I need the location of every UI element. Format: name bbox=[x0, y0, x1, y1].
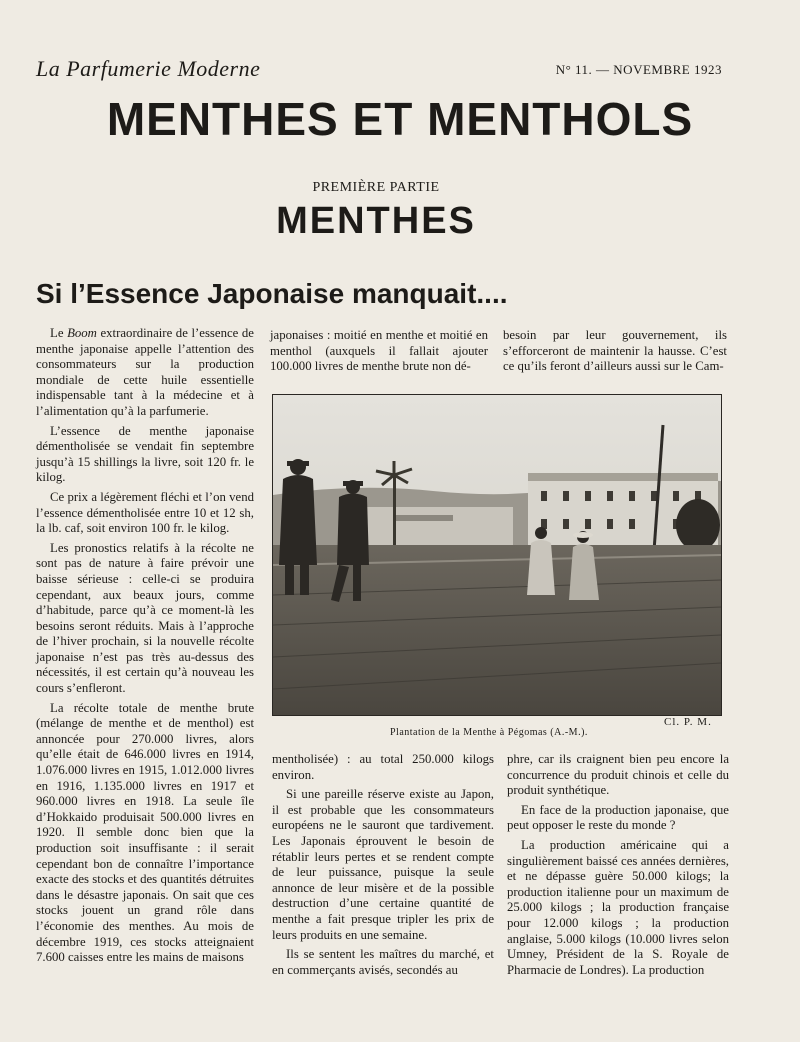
paragraph: Si une pareille réserve existe au Japon, il est probable que les consommateurs européens ne le sauront que tardivement. Les Japonais éprouvent le besoin de rétablir leurs pertes et se rendent compte de leur puissance, puisque la seule annonce de leur misère et de la possible destruction d’une certaine quantité de menthe a fait presque tripler les prix de leurs produits en une semaine. bbox=[272, 787, 494, 942]
paragraph: Ils se sentent les maîtres du marché, et en commerçants avisés, secondés au bbox=[272, 947, 494, 977]
photo-illustration bbox=[273, 395, 721, 715]
journal-masthead: La Parfumerie Moderne bbox=[36, 56, 261, 81]
paragraph: Les pronostics relatifs à la récolte ne sont pas de nature à faire prévoir une baisse sérieuse : celle-ci se produira cependant, aux beaux jours, comme d’habitude, parce qu’à ce moment-là les besoins seront réduits. Mais à l’approche de l’hiver prochain, si la nouvelle récolte japonaise n’est pas très au-dessus des nécessités, il est certain qu’à nouveau les cours s’enfleront. bbox=[36, 540, 254, 696]
plantation-photo bbox=[272, 394, 722, 716]
paragraph: Le Boom extraordinaire de l’essence de menthe japonaise appelle l’attention des consommateurs sur la production mondiale de cette huile essentielle indispensable tant à la médecine et à l’alimentation qu’à la parfumerie. bbox=[36, 326, 254, 418]
paragraph: Ce prix a légèrement fléchi et l’on vend l’essence démentholisée entre 10 et 12 sh, la lb. caf, soit environ 100 fr. le kilog. bbox=[36, 489, 254, 536]
article-headline: Si l’Essence Japonaise manquait.... bbox=[36, 278, 508, 309]
column-3-top bbox=[503, 328, 727, 379]
column-2-top bbox=[270, 328, 488, 379]
main-title: MENTHES ET MENTHOLS bbox=[106, 93, 694, 145]
column-3-bottom bbox=[507, 752, 729, 982]
paragraph: En face de la production japonaise, que peut opposer le reste du monde ? bbox=[507, 802, 729, 833]
photo-credit: Cl. P. M. bbox=[664, 716, 712, 728]
paragraph: La production américaine qui a singulièrement baissé ces années dernières, et ne dépasse guère 50.000 kilogs; la production italienne pour un maximum de 25.000 kilogs ; la production française pour 12.000 kilogs ; la production anglaise, 5.000 kilogs (10.000 livres selon Umney, Président de la S. Royale de Pharmacie de Londres). La production bbox=[507, 837, 729, 977]
paragraph: japonaises : moitié en menthe et moitié en menthol (auxquels il fallait ajouter 100.000 livres de menthe brute non dé- bbox=[270, 328, 488, 374]
paragraph: La récolte totale de menthe brute (mélange de menthe et de menthol) est annoncée pour 270.000 livres, alors qu’elle était de 646.000 livres en 1914, 1.076.000 livres en 1915, 1.012.000 livres en 1916, 1.135.000 livres en 1917 et 960.000 livres en 1918. La seule île d’Hokkaido produisait 500.000 livres en 1920. Il semble donc bien que la production soit insuffisante : il serait cependant bon de connaître l’importance exacte des stocks et des quantités détruites dans le désastre japonais. On sait que ces stocks jouent un grand rôle dans l’économie des menthes. Au mois de décembre 1919, ces stocks atteignaient 7.600 caisses entre les mains de maisons bbox=[36, 700, 254, 965]
part-label: PREMIÈRE PARTIE bbox=[312, 180, 440, 195]
column-1 bbox=[36, 326, 254, 970]
paragraph: L’essence de menthe japonaise démentholisée se vendait fin septembre jusqu’à 15 shillings la livre, soit 120 fr. le kilog. bbox=[36, 423, 254, 485]
issue-number: N° 11. — NOVEMBRE 1923 bbox=[555, 62, 722, 77]
paragraph: mentholisée) : au total 250.000 kilogs environ. bbox=[272, 752, 494, 782]
paragraph: phre, car ils craignent bien peu encore la concurrence du produit chinois et celle du produit synthétique. bbox=[507, 752, 729, 798]
paragraph: besoin par leur gouvernement, ils s’efforceront de maintenir la hausse. C’est ce qu’ils feront d’ailleurs aussi sur le Cam- bbox=[503, 328, 727, 374]
section-title: MENTHES bbox=[276, 200, 476, 242]
column-2-bottom bbox=[272, 752, 494, 982]
photo-caption: Plantation de la Menthe à Pégomas (A.-M.). bbox=[390, 727, 588, 738]
